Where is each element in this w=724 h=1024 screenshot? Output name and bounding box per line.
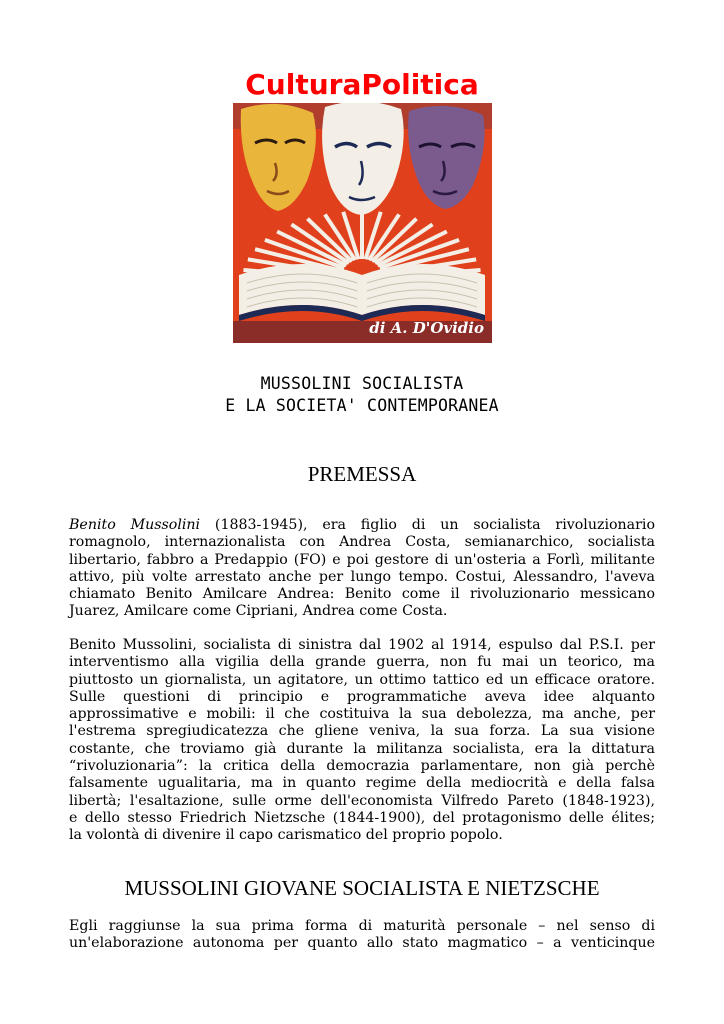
paragraph-line: piuttosto un giornalista, un agitatore, un ottimo tattico ed un efficace oratore. [69, 671, 655, 688]
paragraph-line [69, 517, 655, 534]
paragraph-line: costante, che troviamo già durante la militanza socialista, era la dittatura [69, 740, 655, 757]
paragraph-line: “rivoluzionaria”: la critica della democrazia parlamentare, non già perchè [69, 758, 655, 775]
paragraph-line: interventismo alla vigilia della grande guerra, non fu mai un teorico, ma [69, 654, 655, 671]
paragraph-line: Sulle questioni di principio e programmatiche aveva idee alquanto [69, 688, 655, 705]
paragraph-line: e dello stesso Friedrich Nietzsche (1844-1900), del protagonismo delle élites; [69, 809, 655, 826]
paragraph-line: falsamente ugualitaria, ma in quanto regime della mediocrità e della falsa [69, 775, 655, 792]
paragraph-premessa-2 [69, 637, 655, 845]
paragraph-line: l'estrema spregiudicatezza che gliene veniva, la sua forza. La sua visione [69, 723, 655, 740]
paragraph-line: Benito Mussolini, socialista di sinistra dal 1902 al 1914, espulso dal P.S.I. per [69, 637, 655, 653]
italic-name: Benito Mussolini [69, 517, 201, 533]
paragraph-nietzsche-1 [69, 918, 655, 953]
document-title-line-1: MUSSOLINI SOCIALISTA [260, 374, 464, 393]
paragraph-premessa-1 [69, 517, 655, 621]
paragraph-line: romagnolo, internazionalista con Andrea Costa, semianarchico, socialista [69, 534, 655, 551]
paragraph-line: libertà; l'esaltazione, sulle orme dell'economista Vilfredo Pareto (1848-1923), [69, 792, 655, 809]
paragraph-line: un'elaborazione autonoma per quanto allo stato magmatico – a venticinque [69, 935, 655, 952]
paragraph-line: Juarez, Amilcare come Cipriani, Andrea come Costa. [69, 603, 448, 620]
paragraph-line: la volontà di divenire il capo carismatico del proprio popolo. [69, 827, 503, 844]
logo-author-credit: di A. D'Ovidio [369, 319, 484, 337]
paragraph-line: libertario, fabbro a Predappio (FO) e poi gestore di un'osteria a Forlì, militante [69, 551, 655, 568]
site-brand: CulturaPolitica [245, 68, 479, 101]
culturapolitica-logo [233, 103, 492, 343]
line-text: (1883-1945), era figlio di un socialista rivoluzionario [200, 517, 655, 533]
paragraph-line: approssimative e mobili: il che costituiva la sua debolezza, ma anche, per [69, 706, 655, 723]
paragraph-line: Egli raggiunse la sua prima forma di maturità personale – nel senso di [69, 918, 655, 934]
section-heading-premessa: PREMESSA [307, 462, 417, 486]
paragraph-line: chiamato Benito Amilcare Andrea: Benito come il rivoluzionario messicano [69, 586, 655, 603]
paragraph-line: attivo, più volte arrestato anche per lungo tempo. Costui, Alessandro, l'aveva [69, 568, 655, 585]
document-title-line-2: E LA SOCIETA' CONTEMPORANEA [225, 396, 499, 415]
section-heading-mussolini-giovane: MUSSOLINI GIOVANE SOCIALISTA E NIETZSCHE [124, 876, 600, 900]
masks-book-illustration [233, 103, 492, 343]
document-title [0, 373, 724, 417]
